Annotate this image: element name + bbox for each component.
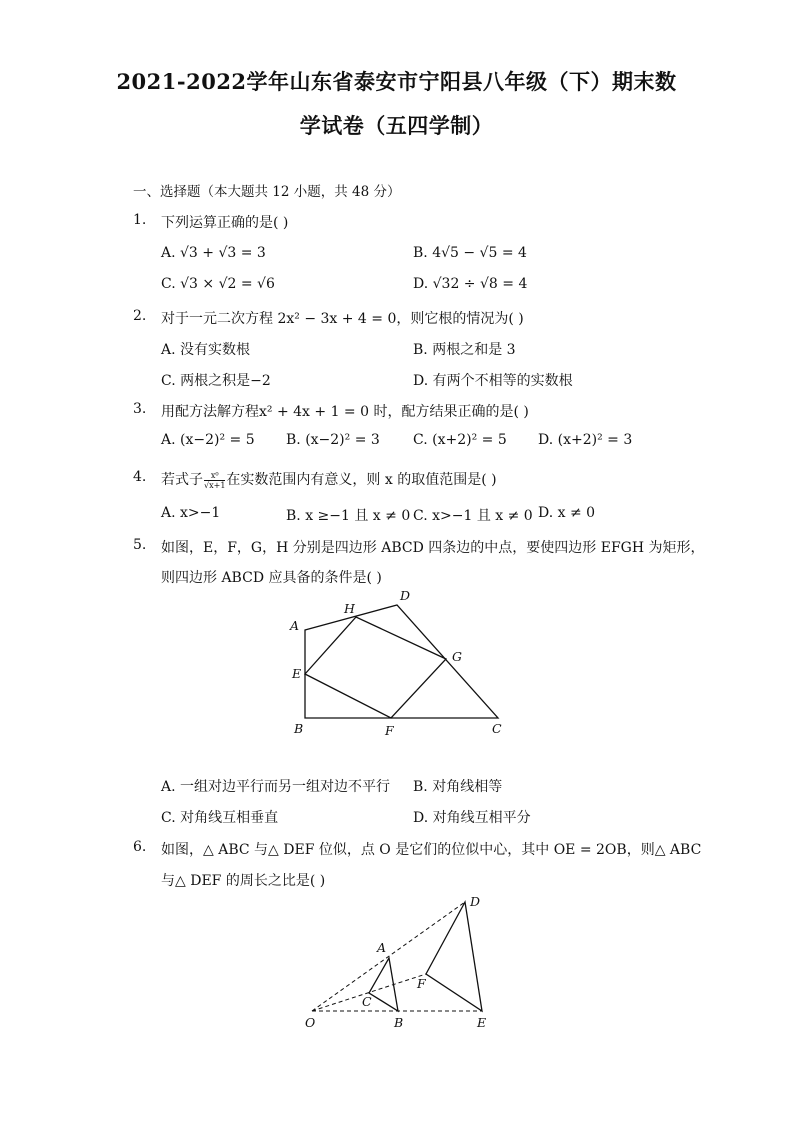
label-a: A xyxy=(377,940,387,955)
question-number: 6. xyxy=(133,839,147,855)
quadrilateral-figure xyxy=(280,585,520,740)
fraction-denominator: √x+1 xyxy=(204,480,226,490)
question-stem: 下列运算正确的是( ) xyxy=(161,215,289,231)
label-f: F xyxy=(417,976,426,991)
label-d: D xyxy=(470,894,481,909)
label-o: O xyxy=(305,1015,316,1030)
fraction-numerator: x⁰ xyxy=(204,471,225,481)
stem-prefix: 若式子 xyxy=(161,472,203,488)
option-a: A. 一组对边平行而另一组对边不平行 xyxy=(161,779,391,795)
quad-efgh xyxy=(305,617,446,718)
question-stem: 对于一元二次方程 2x² − 3x + 4 = 0，则它根的情况为( ) xyxy=(161,311,524,327)
triangle-abc xyxy=(369,958,398,1011)
question-number: 4. xyxy=(133,469,147,485)
option-d: D. √32 ÷ √8 = 4 xyxy=(413,276,528,292)
label-e: E xyxy=(292,666,302,681)
option-c: C. 对角线互相垂直 xyxy=(161,810,279,826)
option-d: D. x ≠ 0 xyxy=(538,505,596,521)
label-f: F xyxy=(385,723,394,738)
label-a: A xyxy=(290,618,300,633)
option-c: C. 两根之积是−2 xyxy=(161,373,271,389)
label-c: C xyxy=(362,994,372,1009)
option-b: B. 4√5 − √5 = 4 xyxy=(413,245,527,261)
question-stem: 用配方法解方程x² + 4x + 1 = 0 时，配方结果正确的是( ) xyxy=(161,404,529,420)
question-number: 1. xyxy=(133,212,147,228)
option-a: A. (x−2)² = 5 xyxy=(161,432,255,448)
label-d: D xyxy=(400,588,411,603)
question-number: 5. xyxy=(133,537,147,553)
question-stem-cont: 与△ DEF 的周长之比是( ) xyxy=(161,873,326,889)
stem-suffix: 在实数范围内有意义，则 x 的取值范围是( ) xyxy=(226,472,497,488)
quad-abcd xyxy=(305,605,498,718)
label-c: C xyxy=(492,721,502,736)
question-number: 2. xyxy=(133,308,147,324)
question-stem-cont: 则四边形 ABCD 应具备的条件是( ) xyxy=(161,570,382,586)
question-number: 3. xyxy=(133,401,147,417)
exam-title-line2: 学试卷（五四学制） xyxy=(299,113,494,138)
label-b: B xyxy=(294,721,304,736)
option-d: D. (x+2)² = 3 xyxy=(538,432,633,448)
option-a: A. x>−1 xyxy=(161,505,221,521)
option-a: A. √3 + √3 = 3 xyxy=(161,245,266,261)
exam-title-line1: 2021-2022学年山东省泰安市宁阳县八年级（下）期末数 xyxy=(116,69,677,94)
section-heading: 一、选择题（本大题共 12 小题，共 48 分） xyxy=(133,184,401,200)
triangle-def xyxy=(426,902,482,1011)
ray-od xyxy=(312,902,465,1011)
label-h: H xyxy=(344,601,355,616)
option-c: C. √3 × √2 = √6 xyxy=(161,276,275,292)
fraction xyxy=(204,471,225,490)
question-stem xyxy=(161,469,497,490)
question-stem: 如图，△ ABC 与△ DEF 位似，点 O 是它们的位似中心，其中 OE = 2OB，则△ ABC xyxy=(161,842,702,858)
option-b: B. x ≥−1 且 x ≠ 0 xyxy=(286,508,411,524)
question-stem: 如图，E，F，G，H 分别是四边形 ABCD 四条边的中点，要使四边形 EFGH 为矩形， xyxy=(161,540,705,556)
option-c: C. (x+2)² = 5 xyxy=(413,432,507,448)
homothety-figure xyxy=(295,890,515,1035)
option-d: D. 对角线互相平分 xyxy=(413,810,531,826)
option-c: C. x>−1 且 x ≠ 0 xyxy=(413,508,533,524)
option-b: B. (x−2)² = 3 xyxy=(286,432,380,448)
label-g: G xyxy=(452,649,462,664)
label-e: E xyxy=(477,1015,487,1030)
option-b: B. 两根之和是 3 xyxy=(413,342,516,358)
option-a: A. 没有实数根 xyxy=(161,342,251,358)
label-b: B xyxy=(394,1015,404,1030)
option-b: B. 对角线相等 xyxy=(413,779,503,795)
option-d: D. 有两个不相等的实数根 xyxy=(413,373,573,389)
